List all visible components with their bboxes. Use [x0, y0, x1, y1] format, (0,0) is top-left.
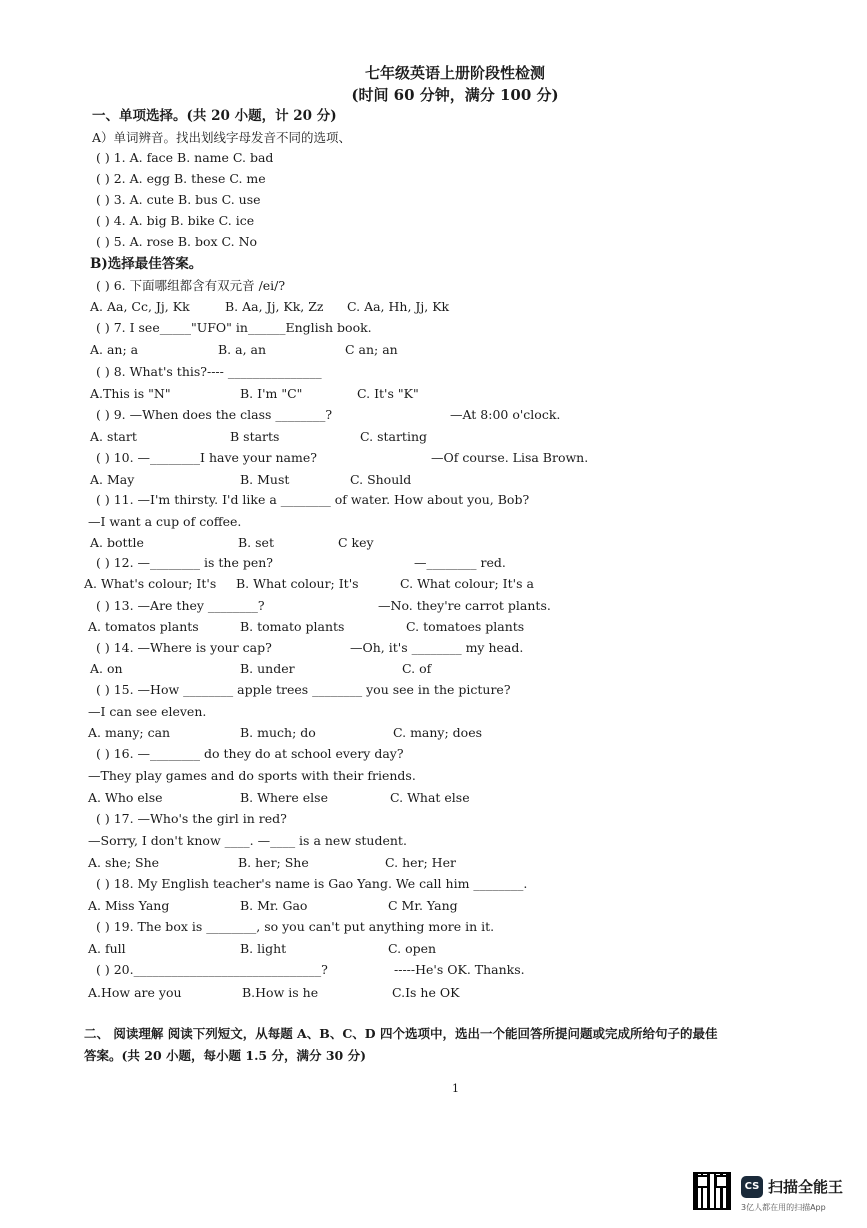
q12-option-b: B. What colour; It's	[236, 576, 359, 591]
question-15: ( ) 15. —How ________ apple trees ________ you see in the picture?	[96, 682, 511, 697]
q11-option-b: B. set	[238, 535, 274, 550]
q18-option-b: B. Mr. Gao	[240, 898, 308, 913]
q10-option-b: B. Must	[240, 472, 290, 487]
q6-option-b: B. Aa, Jj, Kk, Zz	[225, 299, 324, 314]
q18-option-c: C Mr. Yang	[388, 898, 458, 913]
question-17: ( ) 17. —Who's the girl in red?	[96, 811, 287, 826]
q17-option-c: C. her; Her	[385, 855, 456, 870]
q17-option-a: A. she; She	[88, 855, 160, 870]
q8-option-a: A.This is "N"	[90, 386, 171, 401]
q13-reply: —No. they're carrot plants.	[378, 598, 551, 613]
q16-option-a: A. Who else	[88, 790, 163, 805]
qr-code-icon	[693, 1172, 731, 1210]
q19-option-b: B. light	[240, 941, 287, 956]
q14-option-a: A. on	[90, 661, 123, 676]
question-3: ( ) 3. A. cute B. bus C. use	[96, 192, 261, 207]
q14-option-b: B. under	[240, 661, 295, 676]
q6-option-a: A. Aa, Cc, Jj, Kk	[90, 299, 190, 314]
question-2: ( ) 2. A. egg B. these C. me	[96, 171, 266, 186]
section1-heading: 一、单项选择。(共 20 小题，计 20 分)	[92, 108, 337, 124]
question-19: ( ) 19. The box is ________, so you can't put anything more in it.	[96, 919, 495, 934]
q13-option-c: C. tomatoes plants	[406, 619, 525, 634]
q9-option-b: B starts	[230, 429, 280, 444]
page-number: 1	[452, 1082, 459, 1095]
question-5: ( ) 5. A. rose B. box C. No	[96, 234, 258, 249]
q9-reply: —At 8:00 o'clock.	[450, 407, 561, 422]
question-10: ( ) 10. —________I have your name?	[96, 450, 317, 465]
q20-option-a: A.How are you	[88, 985, 182, 1000]
q12-option-a: A. What's colour; It's	[84, 576, 217, 591]
q14-reply: —Oh, it's ________ my head.	[350, 640, 524, 655]
camscanner-logo: CS	[741, 1176, 763, 1198]
q8-option-c: C. It's "K"	[357, 386, 419, 401]
q9-option-c: C. starting	[360, 429, 428, 444]
q11-option-c: C key	[338, 535, 374, 550]
q20-reply: -----He's OK. Thanks.	[394, 962, 525, 977]
question-8: ( ) 8. What's this?---- _______________	[96, 364, 322, 379]
q16-option-b: B. Where else	[240, 790, 328, 805]
q18-option-a: A. Miss Yang	[88, 898, 170, 913]
q16-option-c: C. What else	[390, 790, 470, 805]
section1-part-a: A）单词辨音。找出划线字母发音不同的选项、	[92, 130, 352, 145]
page-subtitle: (时间 60 分钟，满分 100 分)	[351, 86, 559, 104]
q15-option-c: C. many; does	[393, 725, 483, 740]
q10-option-a: A. May	[90, 472, 135, 487]
q11-option-a: A. bottle	[90, 535, 144, 550]
q16-line2: —They play games and do sports with their friends.	[88, 768, 416, 783]
q7-option-c: C an; an	[345, 342, 398, 357]
section2-subheading: 答案。(共 20 小题，每小题 1.5 分，满分 30 分)	[84, 1048, 366, 1063]
q19-option-c: C. open	[388, 941, 437, 956]
question-11: ( ) 11. —I'm thirsty. I'd like a ________ of water. How about you, Bob?	[96, 492, 530, 507]
section2-heading: 二、 阅读理解 阅读下列短文，从每题 A、B、C、D 四个选项中，选出一个能回答所提问题或完成所给句子的最佳	[84, 1026, 718, 1041]
question-14: ( ) 14. —Where is your cap?	[96, 640, 272, 655]
question-12: ( ) 12. —________ is the pen?	[96, 555, 274, 570]
question-4: ( ) 4. A. big B. bike C. ice	[96, 213, 255, 228]
q14-option-c: C. of	[402, 661, 432, 676]
q20-option-c: C.Is he OK	[392, 985, 460, 1000]
q12-reply: —________ red.	[414, 555, 506, 570]
camscanner-name: 扫描全能王	[768, 1178, 844, 1196]
q19-option-a: A. full	[88, 941, 126, 956]
q10-option-c: C. Should	[350, 472, 412, 487]
q8-option-b: B. I'm "C"	[240, 386, 303, 401]
q15-option-a: A. many; can	[88, 725, 171, 740]
q20-option-b: B.How is he	[242, 985, 319, 1000]
section1-part-b: B)选择最佳答案。	[90, 256, 203, 272]
q7-option-a: A. an; a	[90, 342, 139, 357]
q9-option-a: A. start	[90, 429, 137, 444]
q17-line2: —Sorry, I don't know ____. —____ is a new student.	[88, 833, 407, 848]
q12-option-c: C. What colour; It's a	[400, 576, 534, 591]
question-6: ( ) 6. 下面哪组都含有双元音 /ei/?	[96, 278, 286, 293]
q11-line2: —I want a cup of coffee.	[88, 514, 242, 529]
question-20: ( ) 20.______________________________?	[96, 962, 328, 977]
question-1: ( ) 1. A. face B. name C. bad	[96, 150, 274, 165]
scanner-watermark	[693, 1172, 853, 1222]
q13-option-b: B. tomato plants	[240, 619, 345, 634]
question-13: ( ) 13. —Are they ________?	[96, 598, 265, 613]
question-18: ( ) 18. My English teacher's name is Gao Yang. We call him ________.	[96, 876, 528, 891]
q6-option-c: C. Aa, Hh, Jj, Kk	[347, 299, 450, 314]
camscanner-tagline: 3亿人都在用的扫描App	[741, 1203, 826, 1212]
question-9: ( ) 9. —When does the class ________?	[96, 407, 333, 422]
q15-option-b: B. much; do	[240, 725, 316, 740]
question-16: ( ) 16. —________ do they do at school every day?	[96, 746, 404, 761]
q17-option-b: B. her; She	[238, 855, 309, 870]
page-title: 七年级英语上册阶段性检测	[364, 64, 545, 82]
q13-option-a: A. tomatos plants	[88, 619, 199, 634]
q10-reply: —Of course. Lisa Brown.	[431, 450, 589, 465]
q7-option-b: B. a, an	[218, 342, 267, 357]
q15-line2: —I can see eleven.	[88, 704, 207, 719]
question-7: ( ) 7. I see_____"UFO" in______English book.	[96, 320, 372, 335]
